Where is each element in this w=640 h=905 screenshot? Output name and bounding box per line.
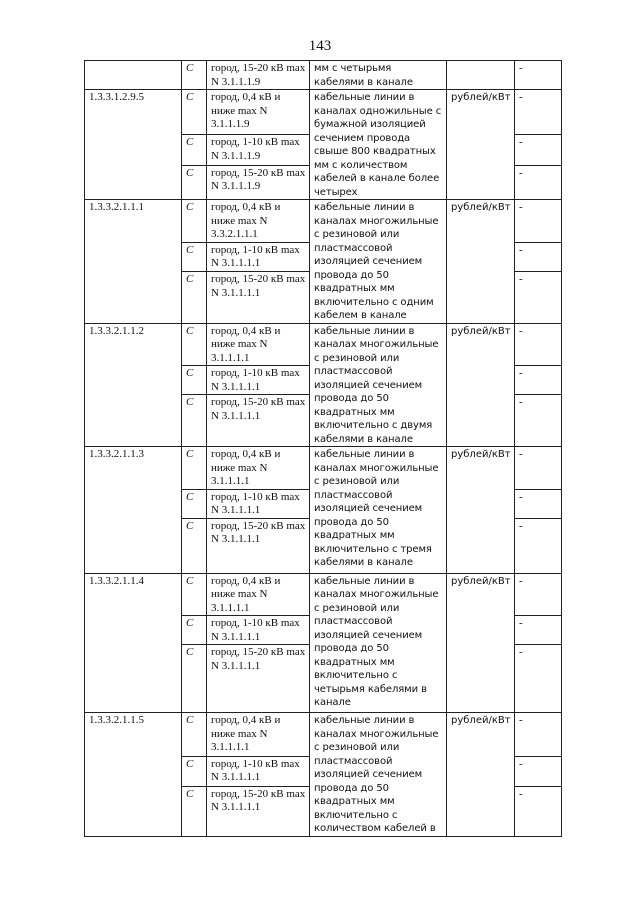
- value-cell: -: [515, 366, 562, 395]
- code-cell: 1.3.3.2.1.1.5: [85, 713, 182, 837]
- value-cell: -: [515, 135, 562, 166]
- table-row: [85, 713, 562, 757]
- location-cell: город, 0,4 кВ и ниже max N 3.1.1.1.1: [207, 713, 310, 757]
- code-cell: 1.3.3.2.1.1.2: [85, 323, 182, 447]
- page-number: 143: [308, 38, 332, 54]
- category-cell: С: [182, 447, 207, 490]
- category-cell: С: [182, 61, 207, 90]
- category-cell: С: [182, 272, 207, 323]
- value-cell: -: [515, 518, 562, 573]
- value-cell: -: [515, 573, 562, 616]
- location-cell: город, 15-20 кВ max N 3.1.1.1.1: [207, 518, 310, 573]
- table-row: [85, 200, 562, 243]
- value-cell: -: [515, 489, 562, 518]
- category-cell: С: [182, 616, 207, 645]
- value-cell: -: [515, 713, 562, 757]
- code-cell: [85, 61, 182, 90]
- location-cell: город, 1-10 кВ max N 3.1.1.1.9: [207, 135, 310, 166]
- category-cell: С: [182, 323, 207, 366]
- value-cell: -: [515, 200, 562, 243]
- unit-cell: [447, 61, 515, 90]
- location-cell: город, 1-10 кВ max N 3.1.1.1.1: [207, 242, 310, 271]
- value-cell: -: [515, 61, 562, 90]
- location-cell: город, 0,4 кВ и ниже max N 3.1.1.1.9: [207, 90, 310, 135]
- category-cell: С: [182, 242, 207, 271]
- location-cell: город, 15-20 кВ max N 3.1.1.1.9: [207, 165, 310, 199]
- tariff-table-body: [85, 61, 562, 837]
- description-cell: кабельные линии в каналах одножильные с бумажной изоляцией сечением провода свыше 800 квадратных мм с количеством кабелей в канале более четырех: [310, 90, 447, 200]
- code-cell: 1.3.3.2.1.1.4: [85, 573, 182, 713]
- category-cell: С: [182, 786, 207, 836]
- location-cell: город, 15-20 кВ max N 3.1.1.1.1: [207, 395, 310, 447]
- category-cell: С: [182, 165, 207, 199]
- value-cell: -: [515, 242, 562, 271]
- description-cell: кабельные линии в каналах многожильные с резиновой или пластмассовой изоляцией сечением провода до 50 квадратных мм включительно с одним кабелем в канале: [310, 200, 447, 324]
- table-row: [85, 61, 562, 90]
- category-cell: С: [182, 395, 207, 447]
- value-cell: -: [515, 165, 562, 199]
- value-cell: -: [515, 395, 562, 447]
- location-cell: город, 15-20 кВ max N 3.1.1.1.1: [207, 786, 310, 836]
- value-cell: -: [515, 616, 562, 645]
- location-cell: город, 0,4 кВ и ниже max N 3.1.1.1.1: [207, 447, 310, 490]
- location-cell: город, 0,4 кВ и ниже max N 3.3.2.1.1.1: [207, 200, 310, 243]
- unit-cell: рублей/кВт: [447, 323, 515, 447]
- location-cell: город, 1-10 кВ max N 3.1.1.1.1: [207, 756, 310, 786]
- location-cell: город, 15-20 кВ max N 3.1.1.1.1: [207, 645, 310, 713]
- description-cell: кабельные линии в каналах многожильные с резиновой или пластмассовой изоляцией сечением провода до 50 квадратных мм включительно с двумя кабелями в канале: [310, 323, 447, 447]
- location-cell: город, 0,4 кВ и ниже max N 3.1.1.1.1: [207, 573, 310, 616]
- table-row: [85, 573, 562, 616]
- value-cell: -: [515, 90, 562, 135]
- value-cell: -: [515, 323, 562, 366]
- table-row: [85, 90, 562, 135]
- unit-cell: рублей/кВт: [447, 200, 515, 324]
- category-cell: С: [182, 518, 207, 573]
- location-cell: город, 15-20 кВ max N 3.1.1.1.9: [207, 61, 310, 90]
- category-cell: С: [182, 645, 207, 713]
- value-cell: -: [515, 645, 562, 713]
- unit-cell: рублей/кВт: [447, 573, 515, 713]
- value-cell: -: [515, 756, 562, 786]
- table-row: [85, 323, 562, 366]
- location-cell: город, 1-10 кВ max N 3.1.1.1.1: [207, 489, 310, 518]
- location-cell: город, 0,4 кВ и ниже max N 3.1.1.1.1: [207, 323, 310, 366]
- unit-cell: рублей/кВт: [447, 90, 515, 200]
- table-row: [85, 447, 562, 490]
- category-cell: С: [182, 713, 207, 757]
- category-cell: С: [182, 489, 207, 518]
- category-cell: С: [182, 200, 207, 243]
- unit-cell: рублей/кВт: [447, 447, 515, 574]
- code-cell: 1.3.3.1.2.9.5: [85, 90, 182, 200]
- location-cell: город, 15-20 кВ max N 3.1.1.1.1: [207, 272, 310, 323]
- value-cell: -: [515, 447, 562, 490]
- description-cell: кабельные линии в каналах многожильные с резиновой или пластмассовой изоляцией сечением провода до 50 квадратных мм включительно с количеством кабелей в: [310, 713, 447, 837]
- description-cell: кабельные линии в каналах многожильные с резиновой или пластмассовой изоляцией сечением провода до 50 квадратных мм включительно с тремя кабелями в канале: [310, 447, 447, 574]
- value-cell: -: [515, 272, 562, 323]
- value-cell: -: [515, 786, 562, 836]
- code-cell: 1.3.3.2.1.1.1: [85, 200, 182, 324]
- category-cell: С: [182, 135, 207, 166]
- location-cell: город, 1-10 кВ max N 3.1.1.1.1: [207, 616, 310, 645]
- category-cell: С: [182, 756, 207, 786]
- category-cell: С: [182, 90, 207, 135]
- description-cell: мм с четырьмя кабелями в канале: [310, 61, 447, 90]
- category-cell: С: [182, 366, 207, 395]
- tariff-table: [84, 60, 562, 837]
- code-cell: 1.3.3.2.1.1.3: [85, 447, 182, 574]
- unit-cell: рублей/кВт: [447, 713, 515, 837]
- description-cell: кабельные линии в каналах многожильные с резиновой или пластмассовой изоляцией сечением провода до 50 квадратных мм включительно с четырьмя кабелями в канале: [310, 573, 447, 713]
- category-cell: С: [182, 573, 207, 616]
- location-cell: город, 1-10 кВ max N 3.1.1.1.1: [207, 366, 310, 395]
